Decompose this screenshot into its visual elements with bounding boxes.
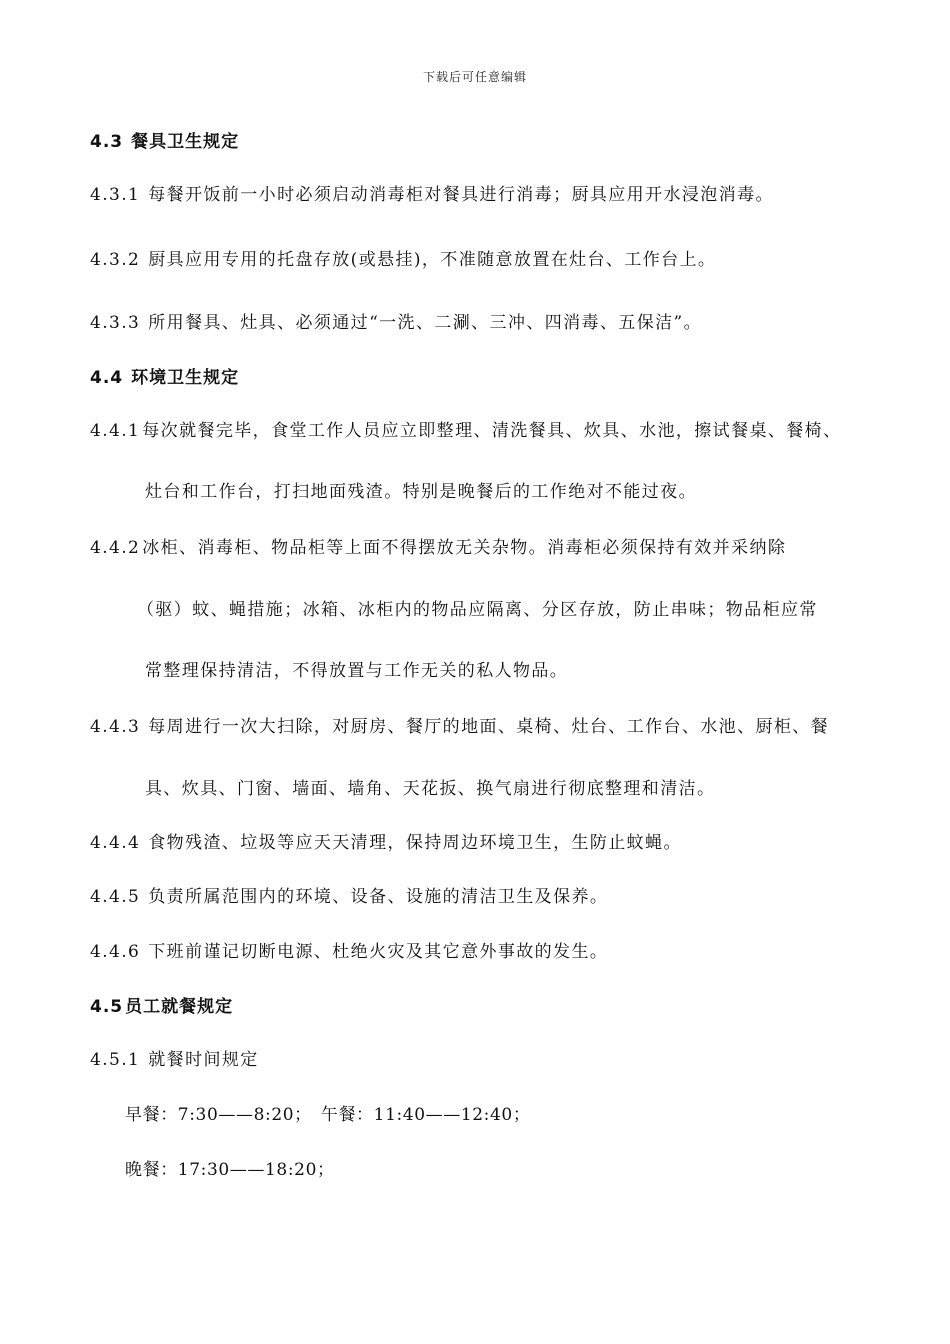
section-title: 餐具卫生规定 — [131, 132, 240, 152]
section-heading-4-3 — [90, 132, 239, 152]
paragraph-number: 4.3.2 — [90, 250, 141, 270]
paragraph-4-5-1 — [90, 1050, 259, 1070]
paragraph-number: 4.4.3 — [90, 717, 141, 737]
paragraph-number: 4.4.5 — [90, 887, 141, 907]
paragraph-4-4-2-line-3: 常整理保持清洁，不得放置与工作无关的私人物品。 — [145, 661, 569, 681]
paragraph-text: 就餐时间规定 — [148, 1050, 259, 1070]
paragraph-number: 4.3.3 — [90, 313, 141, 333]
section-number: 4.4 — [90, 368, 124, 388]
section-number: 4.3 — [90, 132, 124, 152]
paragraph-text: 负责所属范围内的环境、设备、设施的清洁卫生及保养。 — [148, 887, 609, 907]
paragraph-text: 每周进行一次大扫除，对厨房、餐厅的地面、桌椅、灶台、工作台、水池、厨柜、餐 — [148, 717, 830, 737]
paragraph-4-3-3 — [90, 313, 702, 333]
paragraph-4-4-6 — [90, 942, 608, 962]
meal-times-line-1: 早餐：7:30——8:20； 午餐：11:40——12:40； — [125, 1105, 531, 1125]
paragraph-4-4-4 — [90, 833, 682, 853]
section-heading-4-5 — [90, 997, 233, 1017]
paragraph-number: 4.4.2 — [90, 538, 141, 558]
paragraph-number: 4.4.4 — [90, 833, 141, 853]
header-note: 下载后可任意编辑 — [422, 70, 527, 84]
paragraph-4-4-3-line-1 — [90, 717, 829, 737]
paragraph-number: 4.4.6 — [90, 942, 141, 962]
paragraph-text: 厨具应用专用的托盘存放(或悬挂)，不准随意放置在灶台、工作台上。 — [148, 250, 717, 270]
paragraph-4-3-2 — [90, 250, 716, 270]
paragraph-text: 所用餐具、灶具、必须通过“一洗、二涮、三冲、四消毒、五保洁”。 — [148, 313, 703, 333]
paragraph-text: 每次就餐完毕，食堂工作人员应立即整理、清洗餐具、炊具、水池，擦试餐桌、餐椅、 — [142, 421, 842, 441]
paragraph-text: 冰柜、消毒柜、物品柜等上面不得摆放无关杂物。消毒柜必须保持有效并采纳除 — [142, 538, 787, 558]
section-title: 环境卫生规定 — [131, 368, 240, 388]
paragraph-number: 4.4.1 — [90, 421, 141, 441]
paragraph-4-4-3-line-2: 具、炊具、门窗、墙面、墙角、天花扳、换气扇进行彻底整理和清洁。 — [145, 779, 716, 799]
paragraph-number: 4.5.1 — [90, 1050, 141, 1070]
paragraph-4-4-2-line-1 — [90, 538, 786, 558]
section-number: 4.5 — [90, 997, 124, 1017]
paragraph-number: 4.3.1 — [90, 185, 141, 205]
section-heading-4-4 — [90, 368, 239, 388]
paragraph-4-4-1-line-2: 灶台和工作台，打扫地面残渣。特别是晚餐后的工作绝对不能过夜。 — [145, 482, 697, 502]
meal-times-line-2: 晚餐：17:30——18:20； — [125, 1160, 335, 1180]
paragraph-text: 每餐开饭前一小时必须启动消毒柜对餐具进行消毒；厨具应用开水浸泡消毒。 — [148, 185, 774, 205]
paragraph-text: 食物残渣、垃圾等应天天清理，保持周边环境卫生，生防止蚊蝇。 — [148, 833, 682, 853]
paragraph-4-3-1 — [90, 185, 774, 205]
section-title: 员工就餐规定 — [125, 997, 234, 1017]
paragraph-4-4-2-line-2: （驱）蚊、蝇措施；冰箱、冰柜内的物品应隔离、分区存放，防止串味；物品柜应常 — [137, 600, 818, 620]
paragraph-4-4-1-line-1 — [90, 421, 841, 441]
paragraph-4-4-5 — [90, 887, 608, 907]
paragraph-text: 下班前谨记切断电源、杜绝火灾及其它意外事故的发生。 — [148, 942, 609, 962]
